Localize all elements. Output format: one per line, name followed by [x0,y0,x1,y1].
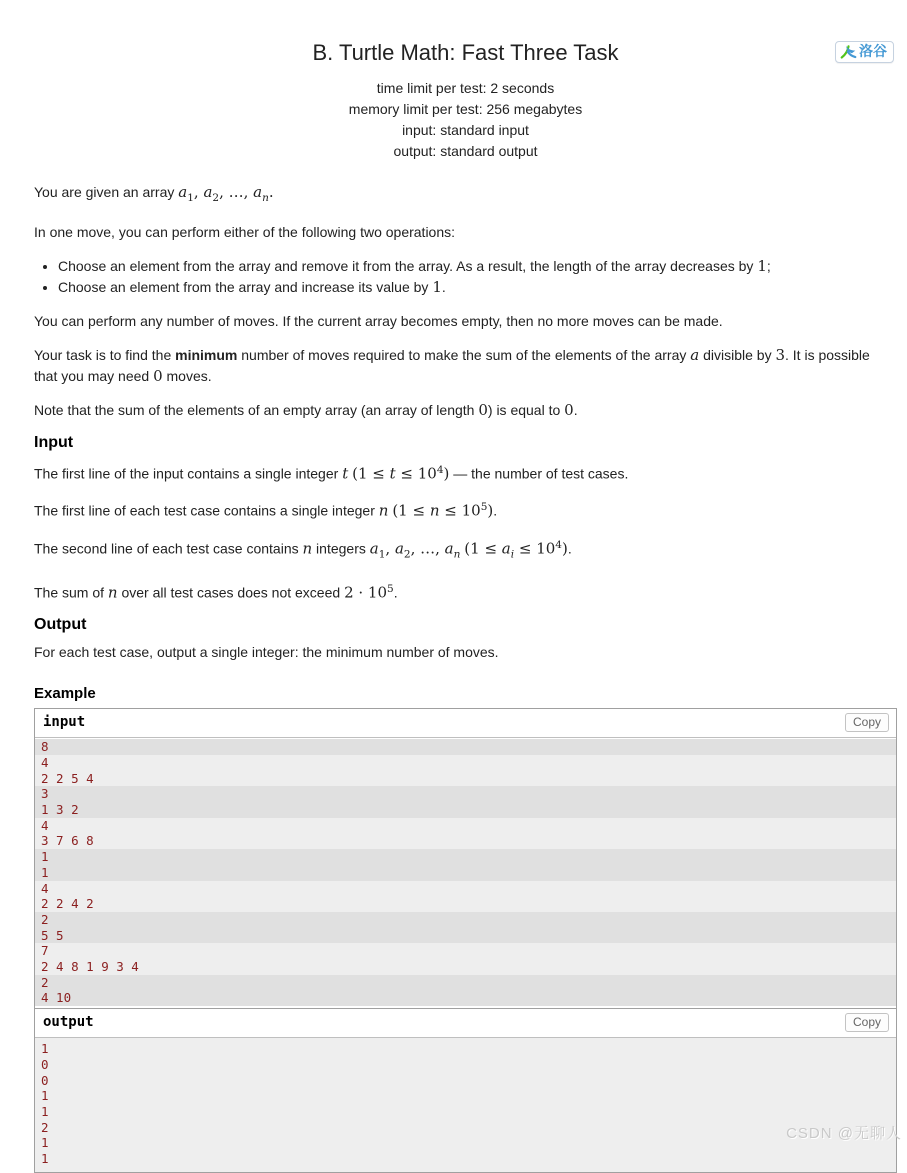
sample-line: 0 [41,1056,49,1072]
input-spec-paragraph: The first line of each test case contains a single integer n $(1 \le n \le 10^5)$. [34,501,498,521]
problem-title: B. Turtle Math: Fast Three Task [312,40,619,65]
sample-line: 4 [35,755,896,771]
sample-line: 1 [35,849,896,865]
sample-input-label: input [43,714,86,731]
sample-line: 1 [41,1135,49,1151]
sample-line: 2 [35,912,896,928]
output-section-title: Output [34,616,87,634]
input-spec-paragraph: The first line of the input contains a single integer t $(1 \le t \le 10^4)$ — the number of test cases. [34,463,629,483]
sample-input-box [34,708,897,1009]
input-spec-paragraph: The sum of n over all test cases does not exceed $2 \cdot 10^5$. [34,582,398,602]
sample-line: 5 5 [35,928,896,944]
sample-line: 3 7 6 8 [35,833,896,849]
csdn-watermark: CSDN @无聊人 [786,1125,902,1142]
sample-input-content [35,738,896,1008]
sample-line: 7 [35,943,896,959]
copy-input-button[interactable]: Copy [845,713,889,732]
sample-line: 1 [41,1151,49,1167]
input-file: input: standard input [402,122,529,138]
operations-list [34,256,897,298]
input-section-title: Input [34,433,74,451]
statement-paragraph: You are given an array $a_1$, $a_2$, …, $a_n$. [34,183,274,204]
copy-output-button[interactable]: Copy [845,1013,889,1032]
memory-limit: memory limit per test: 256 megabytes [348,101,583,117]
sample-line: 4 [35,818,896,834]
sample-line: 1 [35,865,896,881]
sample-output-label: output [43,1014,94,1031]
sample-line: 0 [41,1072,49,1088]
statement-paragraph: In one move, you can perform either of the following two operations: [34,223,456,240]
sample-line: 2 [35,975,896,991]
sample-line: 4 [35,881,896,897]
sample-output-box [34,1008,897,1173]
statement-paragraph: Your task is to find the minimum number of moves required to make the sum of the elements of the array a divisible by 3. It is possible that you may need 0 moves. [34,345,870,385]
sample-line: 2 2 5 4 [35,771,896,787]
statement-paragraph: You can perform any number of moves. If the current array becomes empty, then no more moves can be made. [34,312,723,329]
sample-line: 1 [41,1041,49,1057]
sample-output-header [35,1009,896,1038]
problem-statement-container [34,40,897,1173]
output-file: output: standard output [393,143,538,159]
operation-item: • Choose an element from the array and increase its value by 1. [58,277,897,298]
luogu-badge-label: 洛谷 [859,43,887,59]
sample-line: 2 4 8 1 9 3 4 [35,959,896,975]
luogu-logo-icon [840,43,857,60]
sample-line: 1 [41,1103,49,1119]
sample-line: 4 10 [35,990,896,1006]
sample-line: 2 2 4 2 [35,896,896,912]
example-title: Example [34,685,96,703]
sample-line: 8 [35,739,896,755]
sample-line: 1 3 2 [35,802,896,818]
operation-item: • Choose an element from the array and remove it from the array. As a result, the length of the array decreases by 1; [58,256,897,277]
time-limit: time limit per test: 2 seconds [376,80,555,96]
sample-line: 1 [41,1088,49,1104]
sample-line: 2 [41,1119,49,1135]
input-spec-paragraph: The second line of each test case contains n integers $a_1$, $a_2$, …, $a_n$ $(1 \le a_i \le 10^4)$. [34,539,572,561]
luogu-badge[interactable] [835,41,894,63]
sample-line: 3 [35,786,896,802]
output-spec-paragraph: For each test case, output a single integer: the minimum number of moves. [34,644,499,661]
sample-output-content [35,1038,896,1172]
sample-input-header [35,709,896,738]
problem-limits [34,78,897,162]
statement-paragraph: Note that the sum of the elements of an empty array (an array of length 0) is equal to 0. [34,400,578,419]
